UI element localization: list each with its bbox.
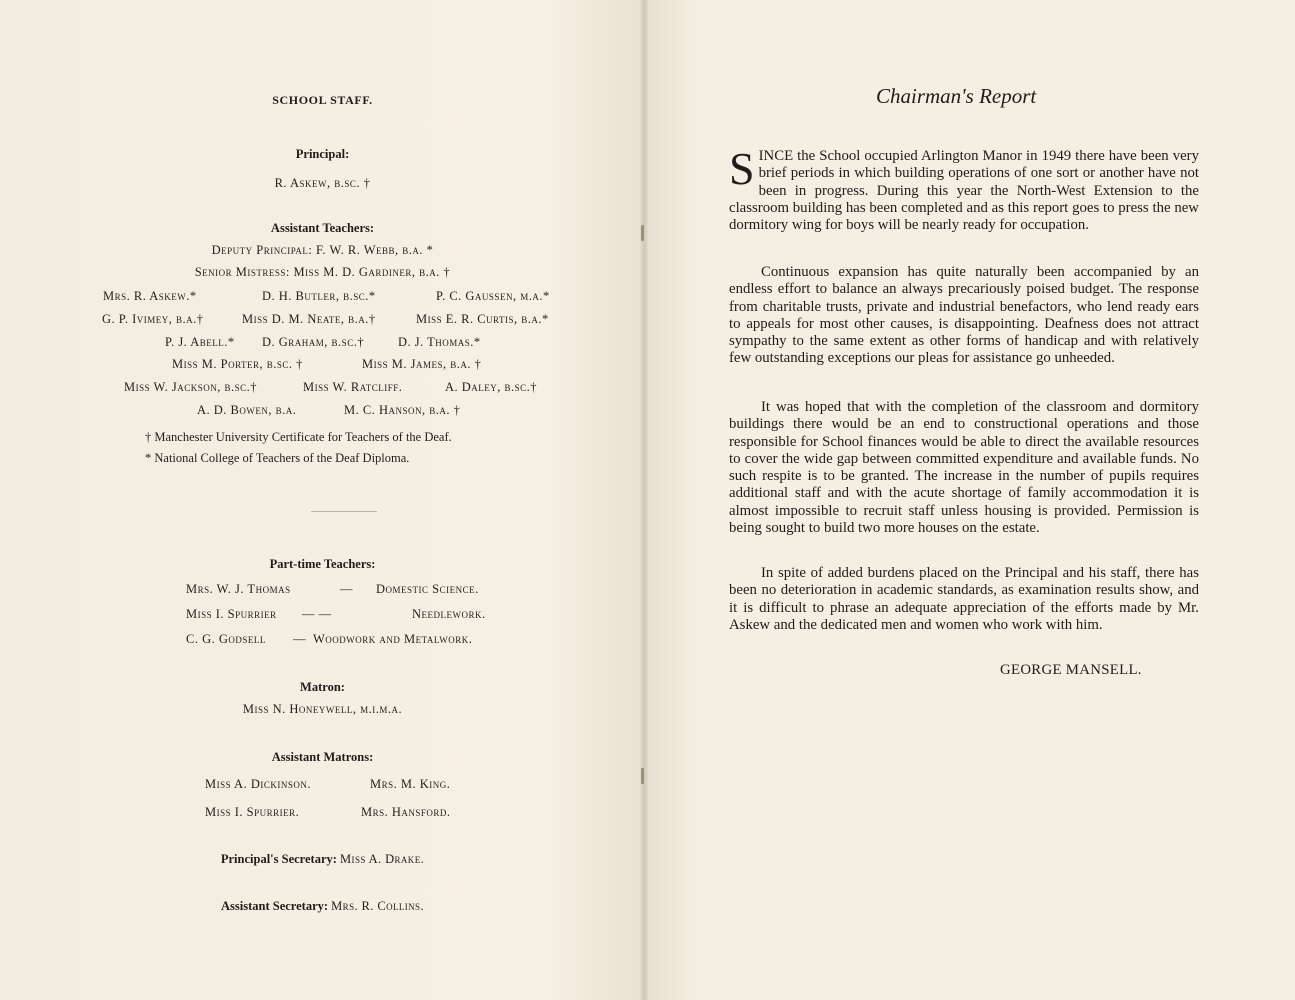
principals-secretary-label: Principal's Secretary:	[220, 852, 337, 866]
principal-name: R. Askew, b.sc. †	[274, 176, 371, 190]
teacher: A. D. Bowen, b.a.	[197, 403, 297, 417]
signature: GEORGE MANSELL.	[1000, 662, 1142, 678]
part-time-dash: —	[293, 632, 306, 646]
assistant-matron: Mrs. M. King.	[370, 777, 451, 791]
assistant-secretary	[0, 899, 645, 914]
report-paragraph-4	[729, 565, 1199, 634]
teacher: M. C. Hanson, b.a. †	[344, 403, 461, 417]
teacher: D. H. Butler, b.sc.*	[262, 289, 376, 303]
paragraph-text: INCE the School occupied Arlington Manor in 1949 there have been very brief periods in which building operations of one sort or another have not been in progress. During this year the North-West Extension to the classroom building has been completed and as this report goes to press the new dormitory wing for boys will be nearly ready for occupation.	[729, 148, 1199, 234]
assistant-matrons-heading: Assistant Matrons:	[271, 750, 374, 764]
report-paragraph-2	[729, 264, 1199, 368]
part-time-name: C. G. Godsell	[186, 632, 266, 646]
staple	[641, 225, 644, 241]
teacher: Mrs. R. Askew.*	[103, 289, 197, 303]
staple	[641, 768, 644, 784]
teacher: D. J. Thomas.*	[398, 335, 481, 349]
report-paragraph-1	[729, 143, 1199, 234]
drop-cap: S	[729, 143, 755, 194]
footnote-star: * National College of Teachers of the Deaf Diploma.	[145, 451, 410, 465]
school-staff-heading: SCHOOL STAFF.	[272, 93, 373, 107]
matron-heading: Matron:	[300, 680, 345, 694]
assistant-teachers-heading: Assistant Teachers:	[270, 221, 375, 235]
teacher: D. Graham, b.sc.†	[262, 335, 365, 349]
part-time-dash: — —	[302, 607, 332, 621]
part-time-name: Mrs. W. J. Thomas	[186, 582, 291, 596]
part-time-name: Miss I. Spurrier	[186, 607, 277, 621]
senior-mistress: Senior Mistress: Miss M. D. Gardiner, b.a. †	[194, 265, 451, 279]
report-paragraph-3	[729, 399, 1199, 537]
teacher: Miss M. Porter, b.sc. †	[172, 357, 303, 371]
teacher: P. C. Gaussen, m.a.*	[436, 289, 550, 303]
paragraph-text: In spite of added burdens placed on the Principal and his staff, there has been no deterioration in academic standards, as examination results show, and it is difficult to phrase an adequate appreciation of the efforts made by Mr. Askew and the dedicated men and women who work with him.	[729, 565, 1199, 633]
footnote-dagger: † Manchester University Certificate for Teachers of the Deaf.	[145, 430, 452, 444]
part-time-heading: Part-time Teachers:	[269, 557, 376, 571]
teacher: G. P. Ivimey, b.a.†	[102, 312, 204, 326]
matron-name: Miss N. Honeywell, m.i.m.a.	[242, 702, 403, 716]
part-time-subject: Domestic Science.	[376, 582, 479, 596]
part-time-subject: Woodwork and Metalwork.	[313, 632, 473, 646]
part-time-subject: Needlework.	[412, 607, 486, 621]
assistant-matron: Miss A. Dickinson.	[205, 777, 311, 791]
assistant-matron: Miss I. Spurrier.	[205, 805, 300, 819]
paragraph-text: It was hoped that with the completion of the classroom and dormitory buildings there would be an end to constructional operations and those responsible for School finances would be able to direct the available resources to cover the wide gap between committed expenditure and available funds. No such respite is to be granted. The increase in the number of pupils requires additional staff and with the acute shortage of family accommodation it is almost impossible to recruit staff unless housing is provided. Permission is being sought to build two more houses on the estate.	[729, 399, 1199, 537]
divider	[311, 511, 377, 512]
teacher: Miss D. M. Neate, b.a.†	[242, 312, 376, 326]
principals-secretary-name: Miss A. Drake.	[340, 852, 425, 866]
principal-heading: Principal:	[295, 147, 350, 161]
spine-gutter	[640, 0, 648, 1000]
teacher: P. J. Abell.*	[165, 335, 235, 349]
teacher: Miss E. R. Curtis, b.a.*	[416, 312, 549, 326]
part-time-dash: —	[340, 582, 353, 596]
left-page	[0, 0, 645, 1000]
assistant-secretary-label: Assistant Secretary:	[221, 899, 329, 913]
assistant-secretary-name: Mrs. R. Collins.	[331, 899, 424, 913]
teacher: Miss M. James, b.a. †	[362, 357, 482, 371]
principals-secretary	[0, 852, 645, 867]
teacher: A. Daley, b.sc.†	[445, 380, 538, 394]
report-title: Chairman's Report	[876, 84, 1037, 108]
teacher: Miss W. Jackson, b.sc.†	[124, 380, 258, 394]
teacher: Miss W. Ratcliff.	[303, 380, 403, 394]
assistant-matron: Mrs. Hansford.	[361, 805, 451, 819]
deputy-principal: Deputy Principal: F. W. R. Webb, b.a. *	[211, 243, 434, 257]
paragraph-text: Continuous expansion has quite naturally been accompanied by an endless effort to balance an always precariously poised budget. The response from charitable trusts, private and industrial benefactors, who lend ready ears to appeals for most other causes, is disappointing. Deafness does not attract sympathy to the same extent as other forms of handicap and with relatively few outstanding exceptions our pleas for assistance go unheeded.	[729, 264, 1199, 367]
